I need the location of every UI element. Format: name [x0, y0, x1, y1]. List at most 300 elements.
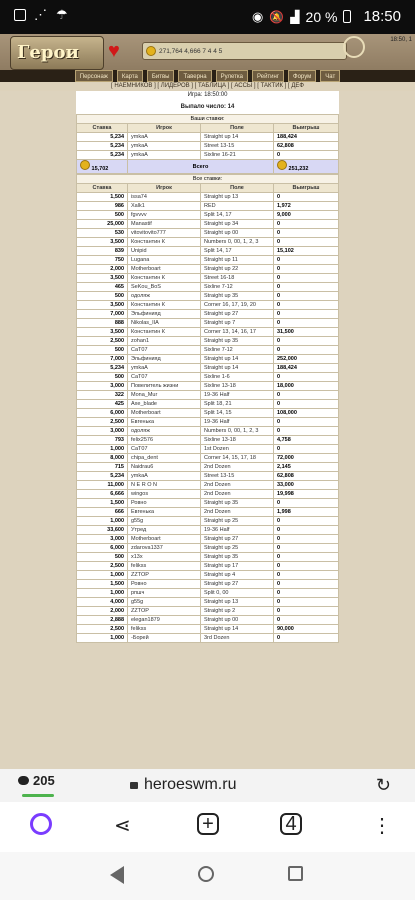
stake-cell: 500	[77, 292, 128, 301]
bet-row	[77, 319, 339, 328]
win-cell: 2,145	[274, 463, 339, 472]
player-cell[interactable]: vitovitovito777	[128, 229, 201, 238]
nav-character[interactable]: Персонаж	[75, 70, 113, 82]
new-tab-icon[interactable]: +	[197, 813, 219, 835]
system-nav-bar	[0, 852, 415, 900]
win-cell: 252,000	[274, 355, 339, 364]
bet-row	[77, 355, 339, 364]
win-cell: 31,500	[274, 328, 339, 337]
field-cell: Straight up 00	[201, 229, 274, 238]
field-cell: Corner 13, 14, 16, 17	[201, 328, 274, 337]
player-cell[interactable]: N E R O N	[128, 481, 201, 490]
bet-row	[77, 337, 339, 346]
player-cell[interactable]: Nikolas_IIA	[128, 319, 201, 328]
nav-tavern[interactable]: Таверна	[178, 70, 211, 82]
stake-cell: 3,000	[77, 382, 128, 391]
player-cell[interactable]: issa74	[128, 193, 201, 202]
bet-row	[77, 211, 339, 220]
bet-row	[77, 274, 339, 283]
gold-coin-icon	[80, 160, 90, 170]
lock-icon	[130, 782, 138, 789]
win-cell: 0	[274, 598, 339, 607]
bet-row	[77, 256, 339, 265]
total-label: Всего	[128, 160, 274, 174]
nav-rating[interactable]: Рейтинг	[252, 70, 284, 82]
nav-chat[interactable]: Чат	[320, 70, 340, 82]
player-cell[interactable]: zdarova1337	[128, 544, 201, 553]
bet-row	[77, 220, 339, 229]
stake-cell: 666	[77, 508, 128, 517]
alice-assistant-icon[interactable]	[30, 813, 52, 835]
bet-row	[77, 454, 339, 463]
win-cell: 0	[274, 517, 339, 526]
wifi-icon: ⋰	[34, 7, 47, 22]
player-cell[interactable]: одоляж	[128, 427, 201, 436]
total-win: 251,232	[288, 166, 309, 172]
field-cell: Split 18, 21	[201, 400, 274, 409]
stake-cell: 4,000	[77, 598, 128, 607]
progress-underline	[22, 794, 54, 797]
url-field[interactable]	[130, 776, 236, 794]
stake-cell: 2,000	[77, 607, 128, 616]
stake-cell: 1,500	[77, 193, 128, 202]
game-time: Игра: 18:50:00	[187, 92, 228, 98]
win-cell: 188,424	[274, 364, 339, 373]
field-cell: 3rd Dozen	[201, 634, 274, 643]
field-cell: Straight up 22	[201, 265, 274, 274]
stake-cell: 425	[77, 400, 128, 409]
eye-icon: ◉	[252, 8, 264, 24]
field-cell: 19-36 Half	[201, 418, 274, 427]
player-cell[interactable]: Ровно	[128, 499, 201, 508]
gallery-icon	[14, 9, 26, 21]
field-cell: Straight up 35	[201, 337, 274, 346]
bet-row	[77, 409, 339, 418]
bet-row	[77, 490, 339, 499]
bet-row	[77, 193, 339, 202]
tab-count: 4	[285, 813, 297, 835]
win-cell: 0	[274, 301, 339, 310]
col-player: Игрок	[128, 184, 201, 193]
player-cell[interactable]: -Борей	[128, 634, 201, 643]
win-cell: 0	[274, 265, 339, 274]
my-bet-row	[77, 133, 339, 142]
my-bet-row	[77, 142, 339, 151]
stake-cell: 1,000	[77, 589, 128, 598]
umbrella-icon: ☂	[56, 7, 68, 22]
bet-row	[77, 418, 339, 427]
player-cell[interactable]: Lugana	[128, 256, 201, 265]
player-cell[interactable]: Константин К	[128, 328, 201, 337]
player-cell[interactable]: ymkaA	[128, 133, 201, 142]
total-row	[77, 160, 339, 174]
player-cell[interactable]: CaT07	[128, 445, 201, 454]
battery-icon	[343, 10, 351, 23]
bet-row	[77, 364, 339, 373]
bet-row	[77, 328, 339, 337]
bet-row	[77, 238, 339, 247]
stake-cell: 1,000	[77, 445, 128, 454]
win-cell: 0	[274, 337, 339, 346]
win-cell: 0	[274, 274, 339, 283]
field-cell: Street 13-15	[201, 472, 274, 481]
stake-cell: 888	[77, 319, 128, 328]
field-cell: 2nd Dozen	[201, 508, 274, 517]
win-cell: 0	[274, 229, 339, 238]
field-cell: Straight up 27	[201, 310, 274, 319]
stake-cell: 3,000	[77, 535, 128, 544]
field-cell: Straight up 4	[201, 571, 274, 580]
player-cell[interactable]: Mona_Mur	[128, 391, 201, 400]
win-cell: 62,808	[274, 472, 339, 481]
dropped-number: Выпало число: 14	[180, 104, 235, 110]
bet-row	[77, 535, 339, 544]
win-cell: 0	[274, 256, 339, 265]
player-cell[interactable]: chipa_dent	[128, 454, 201, 463]
bet-row	[77, 373, 339, 382]
stake-cell: 1,000	[77, 634, 128, 643]
win-cell: 108,000	[274, 409, 339, 418]
win-cell: 0	[274, 544, 339, 553]
sub-nav[interactable]: [ НАЕМНИКОВ ] [ ЛИДЕРОВ ] [ ТАБЛИЦА ] [ АССЫ ] [ ТАКТИК ] [ ДЕФ	[0, 82, 415, 91]
win-cell: 0	[274, 553, 339, 562]
field-cell: Straight up 11	[201, 256, 274, 265]
col-stake: Ставка	[77, 124, 128, 133]
player-cell[interactable]: wingos	[128, 490, 201, 499]
bet-row	[77, 436, 339, 445]
stake-cell: 2,888	[77, 616, 128, 625]
field-cell: Straight up 27	[201, 580, 274, 589]
field-cell: 2nd Dozen	[201, 481, 274, 490]
bet-row	[77, 616, 339, 625]
mute-icon: 🔕	[269, 9, 285, 24]
stake-cell: 2,500	[77, 625, 128, 634]
home-icon[interactable]	[198, 866, 214, 882]
win-cell: 0	[274, 220, 339, 229]
field-cell: Straight up 00	[201, 616, 274, 625]
field-cell: Straight up 14	[201, 364, 274, 373]
stake-cell: 5,234	[77, 364, 128, 373]
player-cell[interactable]: Naidrau6	[128, 463, 201, 472]
win-cell: 0	[274, 562, 339, 571]
field-cell: Split 0, 00	[201, 589, 274, 598]
field-cell: Sixline 16-21	[201, 151, 274, 160]
player-cell[interactable]: Manastif	[128, 220, 201, 229]
browser-address-bar	[0, 769, 415, 802]
field-cell: Split 14, 17	[201, 247, 274, 256]
recents-icon[interactable]	[288, 866, 303, 881]
player-cell[interactable]: ymkaA	[128, 151, 201, 160]
win-cell: 9,000	[274, 211, 339, 220]
win-cell: 90,000	[274, 625, 339, 634]
win-cell: 0	[274, 391, 339, 400]
win-cell: 0	[274, 616, 339, 625]
bet-row	[77, 391, 339, 400]
bet-row	[77, 598, 339, 607]
field-cell: Straight up 27	[201, 535, 274, 544]
bet-row	[77, 517, 339, 526]
menu-icon[interactable]: ⋮	[372, 815, 392, 837]
player-cell[interactable]: Константин К	[128, 301, 201, 310]
win-cell: 0	[274, 400, 339, 409]
win-cell: 33,000	[274, 481, 339, 490]
bet-row	[77, 571, 339, 580]
field-cell: RED	[201, 202, 274, 211]
player-cell[interactable]: felix2576	[128, 436, 201, 445]
col-player: Игрок	[128, 124, 201, 133]
health-heart-icon: ♥	[108, 40, 120, 62]
field-cell: 19-36 Half	[201, 391, 274, 400]
player-cell[interactable]: Unipid	[128, 247, 201, 256]
field-cell: Sixline 1-6	[201, 373, 274, 382]
clock-ring-icon	[343, 36, 365, 58]
back-icon[interactable]	[110, 866, 124, 884]
stake-cell: 1,000	[77, 517, 128, 526]
field-cell: Straight up 25	[201, 544, 274, 553]
bet-row	[77, 301, 339, 310]
win-cell: 0	[274, 580, 339, 589]
status-bar	[0, 0, 415, 34]
bet-row	[77, 427, 339, 436]
win-cell: 0	[274, 346, 339, 355]
resources-bar	[142, 42, 347, 60]
bet-row	[77, 634, 339, 643]
player-cell[interactable]: Motherboart	[128, 535, 201, 544]
col-field: Поле	[201, 184, 274, 193]
bet-row	[77, 292, 339, 301]
stake-cell: 500	[77, 346, 128, 355]
player-cell[interactable]: felikss	[128, 625, 201, 634]
player-cell[interactable]: Евгенька	[128, 418, 201, 427]
signal-icon: ▟	[290, 9, 300, 24]
player-cell[interactable]: Константин К	[128, 274, 201, 283]
bet-row	[77, 589, 339, 598]
reload-icon[interactable]: ↻	[375, 775, 391, 795]
server-time: 18:50, 1	[390, 37, 412, 43]
player-cell[interactable]: Эльфинияд	[128, 310, 201, 319]
win-cell: 15,102	[274, 247, 339, 256]
bet-row	[77, 526, 339, 535]
stake-cell: 3,500	[77, 238, 128, 247]
field-cell: Straight up 35	[201, 553, 274, 562]
my-bets-title: Ваши ставки:	[77, 115, 339, 124]
bet-row	[77, 508, 339, 517]
win-cell: 72,000	[274, 454, 339, 463]
my-bet-row	[77, 151, 339, 160]
col-win: Выигрыш	[274, 184, 339, 193]
field-cell: Split 14, 17	[201, 211, 274, 220]
bet-row	[77, 445, 339, 454]
player-cell[interactable]: SeKou_BoS	[128, 283, 201, 292]
stake-cell: 839	[77, 247, 128, 256]
stake-cell: 530	[77, 229, 128, 238]
stake-cell: 3,500	[77, 301, 128, 310]
bet-row	[77, 247, 339, 256]
stake-cell: 715	[77, 463, 128, 472]
tabs-badge: 205	[33, 773, 55, 788]
player-cell[interactable]: Константин К	[128, 238, 201, 247]
player-cell[interactable]: g55g	[128, 598, 201, 607]
stake-cell: 6,000	[77, 409, 128, 418]
player-cell[interactable]: Axe_blade	[128, 400, 201, 409]
player-cell[interactable]: x13x	[128, 553, 201, 562]
stake-cell: 986	[77, 202, 128, 211]
bet-row	[77, 499, 339, 508]
stake-cell: 500	[77, 553, 128, 562]
roulette-results	[0, 91, 415, 769]
bet-row	[77, 607, 339, 616]
win-cell: 0	[274, 535, 339, 544]
stake-cell: 2,500	[77, 418, 128, 427]
win-cell: 0	[274, 634, 339, 643]
player-cell[interactable]: рпшч	[128, 589, 201, 598]
field-cell: Split 14, 15	[201, 409, 274, 418]
field-cell: 19-36 Half	[201, 526, 274, 535]
field-cell: Sixline 7-12	[201, 346, 274, 355]
field-cell: Straight up 13	[201, 193, 274, 202]
player-cell[interactable]: одоляж	[128, 292, 201, 301]
nav-roulette[interactable]: Рулетка	[216, 70, 248, 82]
tabs-counter-chip[interactable]	[18, 773, 78, 797]
player-cell[interactable]: ZZTOP	[128, 607, 201, 616]
nav-forum[interactable]: Форум	[288, 70, 316, 82]
win-cell: 0	[274, 418, 339, 427]
stake-cell: 322	[77, 391, 128, 400]
all-bets-title: Все ставки:	[77, 175, 339, 184]
stake-cell: 793	[77, 436, 128, 445]
bet-row	[77, 265, 339, 274]
win-cell: 0	[274, 589, 339, 598]
stake-cell: 2,000	[77, 265, 128, 274]
player-cell[interactable]: Эльфинияд	[128, 355, 201, 364]
win-cell: 0	[274, 526, 339, 535]
win-cell: 0	[274, 310, 339, 319]
stake-cell: 6,666	[77, 490, 128, 499]
url-text: heroeswm.ru	[144, 776, 237, 793]
field-cell: Street 13-15	[201, 142, 274, 151]
player-cell[interactable]: Утред	[128, 526, 201, 535]
share-icon[interactable]: ⋖	[114, 815, 131, 837]
field-cell: 2nd Dozen	[201, 490, 274, 499]
field-cell: Sixline 7-12	[201, 283, 274, 292]
bet-row	[77, 202, 339, 211]
nav-map[interactable]: Карта	[117, 70, 143, 82]
player-cell[interactable]: fgvvvv	[128, 211, 201, 220]
browser-toolbar	[0, 802, 415, 852]
win-cell: 1,972	[274, 202, 339, 211]
game-logo[interactable]: Герои	[10, 36, 104, 70]
col-stake: Ставка	[77, 184, 128, 193]
win-cell: 0	[274, 292, 339, 301]
bet-row	[77, 310, 339, 319]
win-cell: 62,808	[274, 142, 339, 151]
field-cell: Numbers 0, 00, 1, 2, 3	[201, 238, 274, 247]
win-cell: 0	[274, 607, 339, 616]
player-cell[interactable]: Ровно	[128, 580, 201, 589]
field-cell: Sixline 13-18	[201, 436, 274, 445]
nav-battles[interactable]: Битвы	[147, 70, 175, 82]
stake-cell: 5,234	[77, 142, 128, 151]
player-cell[interactable]: ymkaA	[128, 472, 201, 481]
stake-cell: 1,000	[77, 571, 128, 580]
stake-cell: 7,000	[77, 355, 128, 364]
player-cell[interactable]: elegan1879	[128, 616, 201, 625]
gold-coin-icon	[277, 160, 287, 170]
player-cell[interactable]: felikss	[128, 562, 201, 571]
stake-cell: 1,500	[77, 499, 128, 508]
player-cell[interactable]: Motherboart	[128, 265, 201, 274]
field-cell: Straight up 14	[201, 133, 274, 142]
field-cell: Straight up 17	[201, 562, 274, 571]
stake-cell: 465	[77, 283, 128, 292]
bet-row	[77, 544, 339, 553]
tabs-button[interactable]	[280, 813, 302, 835]
field-cell: Corner 16, 17, 19, 20	[201, 301, 274, 310]
win-cell: 4,758	[274, 436, 339, 445]
player-cell[interactable]: CaT07	[128, 373, 201, 382]
win-cell: 0	[274, 319, 339, 328]
field-cell: Street 16-18	[201, 274, 274, 283]
bet-row	[77, 463, 339, 472]
player-cell[interactable]: ZZTOP	[128, 571, 201, 580]
player-cell[interactable]: Евгенька	[128, 508, 201, 517]
bet-row	[77, 382, 339, 391]
bet-row	[77, 472, 339, 481]
stake-cell: 2,500	[77, 337, 128, 346]
player-cell[interactable]: g55g	[128, 517, 201, 526]
player-cell[interactable]: zohan1	[128, 337, 201, 346]
player-cell[interactable]: CaT07	[128, 346, 201, 355]
field-cell: Numbers 0, 00, 1, 2, 3	[201, 427, 274, 436]
total-stake: 15,702	[91, 166, 109, 172]
chat-bubble-icon	[18, 776, 29, 785]
field-cell: Straight up 25	[201, 517, 274, 526]
stake-cell: 3,500	[77, 328, 128, 337]
bet-row	[77, 400, 339, 409]
win-cell: 0	[274, 193, 339, 202]
win-cell: 0	[274, 571, 339, 580]
win-cell: 0	[274, 373, 339, 382]
field-cell: Straight up 2	[201, 607, 274, 616]
stake-cell: 500	[77, 373, 128, 382]
field-cell: 2nd Dozen	[201, 463, 274, 472]
stake-cell: 5,234	[77, 133, 128, 142]
player-cell[interactable]: Повелитель жизни	[128, 382, 201, 391]
player-cell[interactable]: Xalk1	[128, 202, 201, 211]
bet-row	[77, 283, 339, 292]
field-cell: Sixline 13-18	[201, 382, 274, 391]
stake-cell: 25,000	[77, 220, 128, 229]
player-cell[interactable]: ymkaA	[128, 364, 201, 373]
player-cell[interactable]: ymkaA	[128, 142, 201, 151]
bet-row	[77, 562, 339, 571]
clock-text: 18:50	[363, 8, 401, 25]
stake-cell: 33,600	[77, 526, 128, 535]
field-cell: Straight up 35	[201, 499, 274, 508]
col-win: Выигрыш	[274, 124, 339, 133]
win-cell: 1,998	[274, 508, 339, 517]
all-bets-table	[76, 174, 339, 643]
player-cell[interactable]: Motherboart	[128, 409, 201, 418]
field-cell: Straight up 13	[201, 598, 274, 607]
results-card	[76, 91, 339, 643]
stake-cell: 3,000	[77, 427, 128, 436]
game-nav	[0, 70, 415, 82]
stake-cell: 750	[77, 256, 128, 265]
field-cell: Straight up 34	[201, 220, 274, 229]
bet-row	[77, 481, 339, 490]
win-cell: 0	[274, 499, 339, 508]
